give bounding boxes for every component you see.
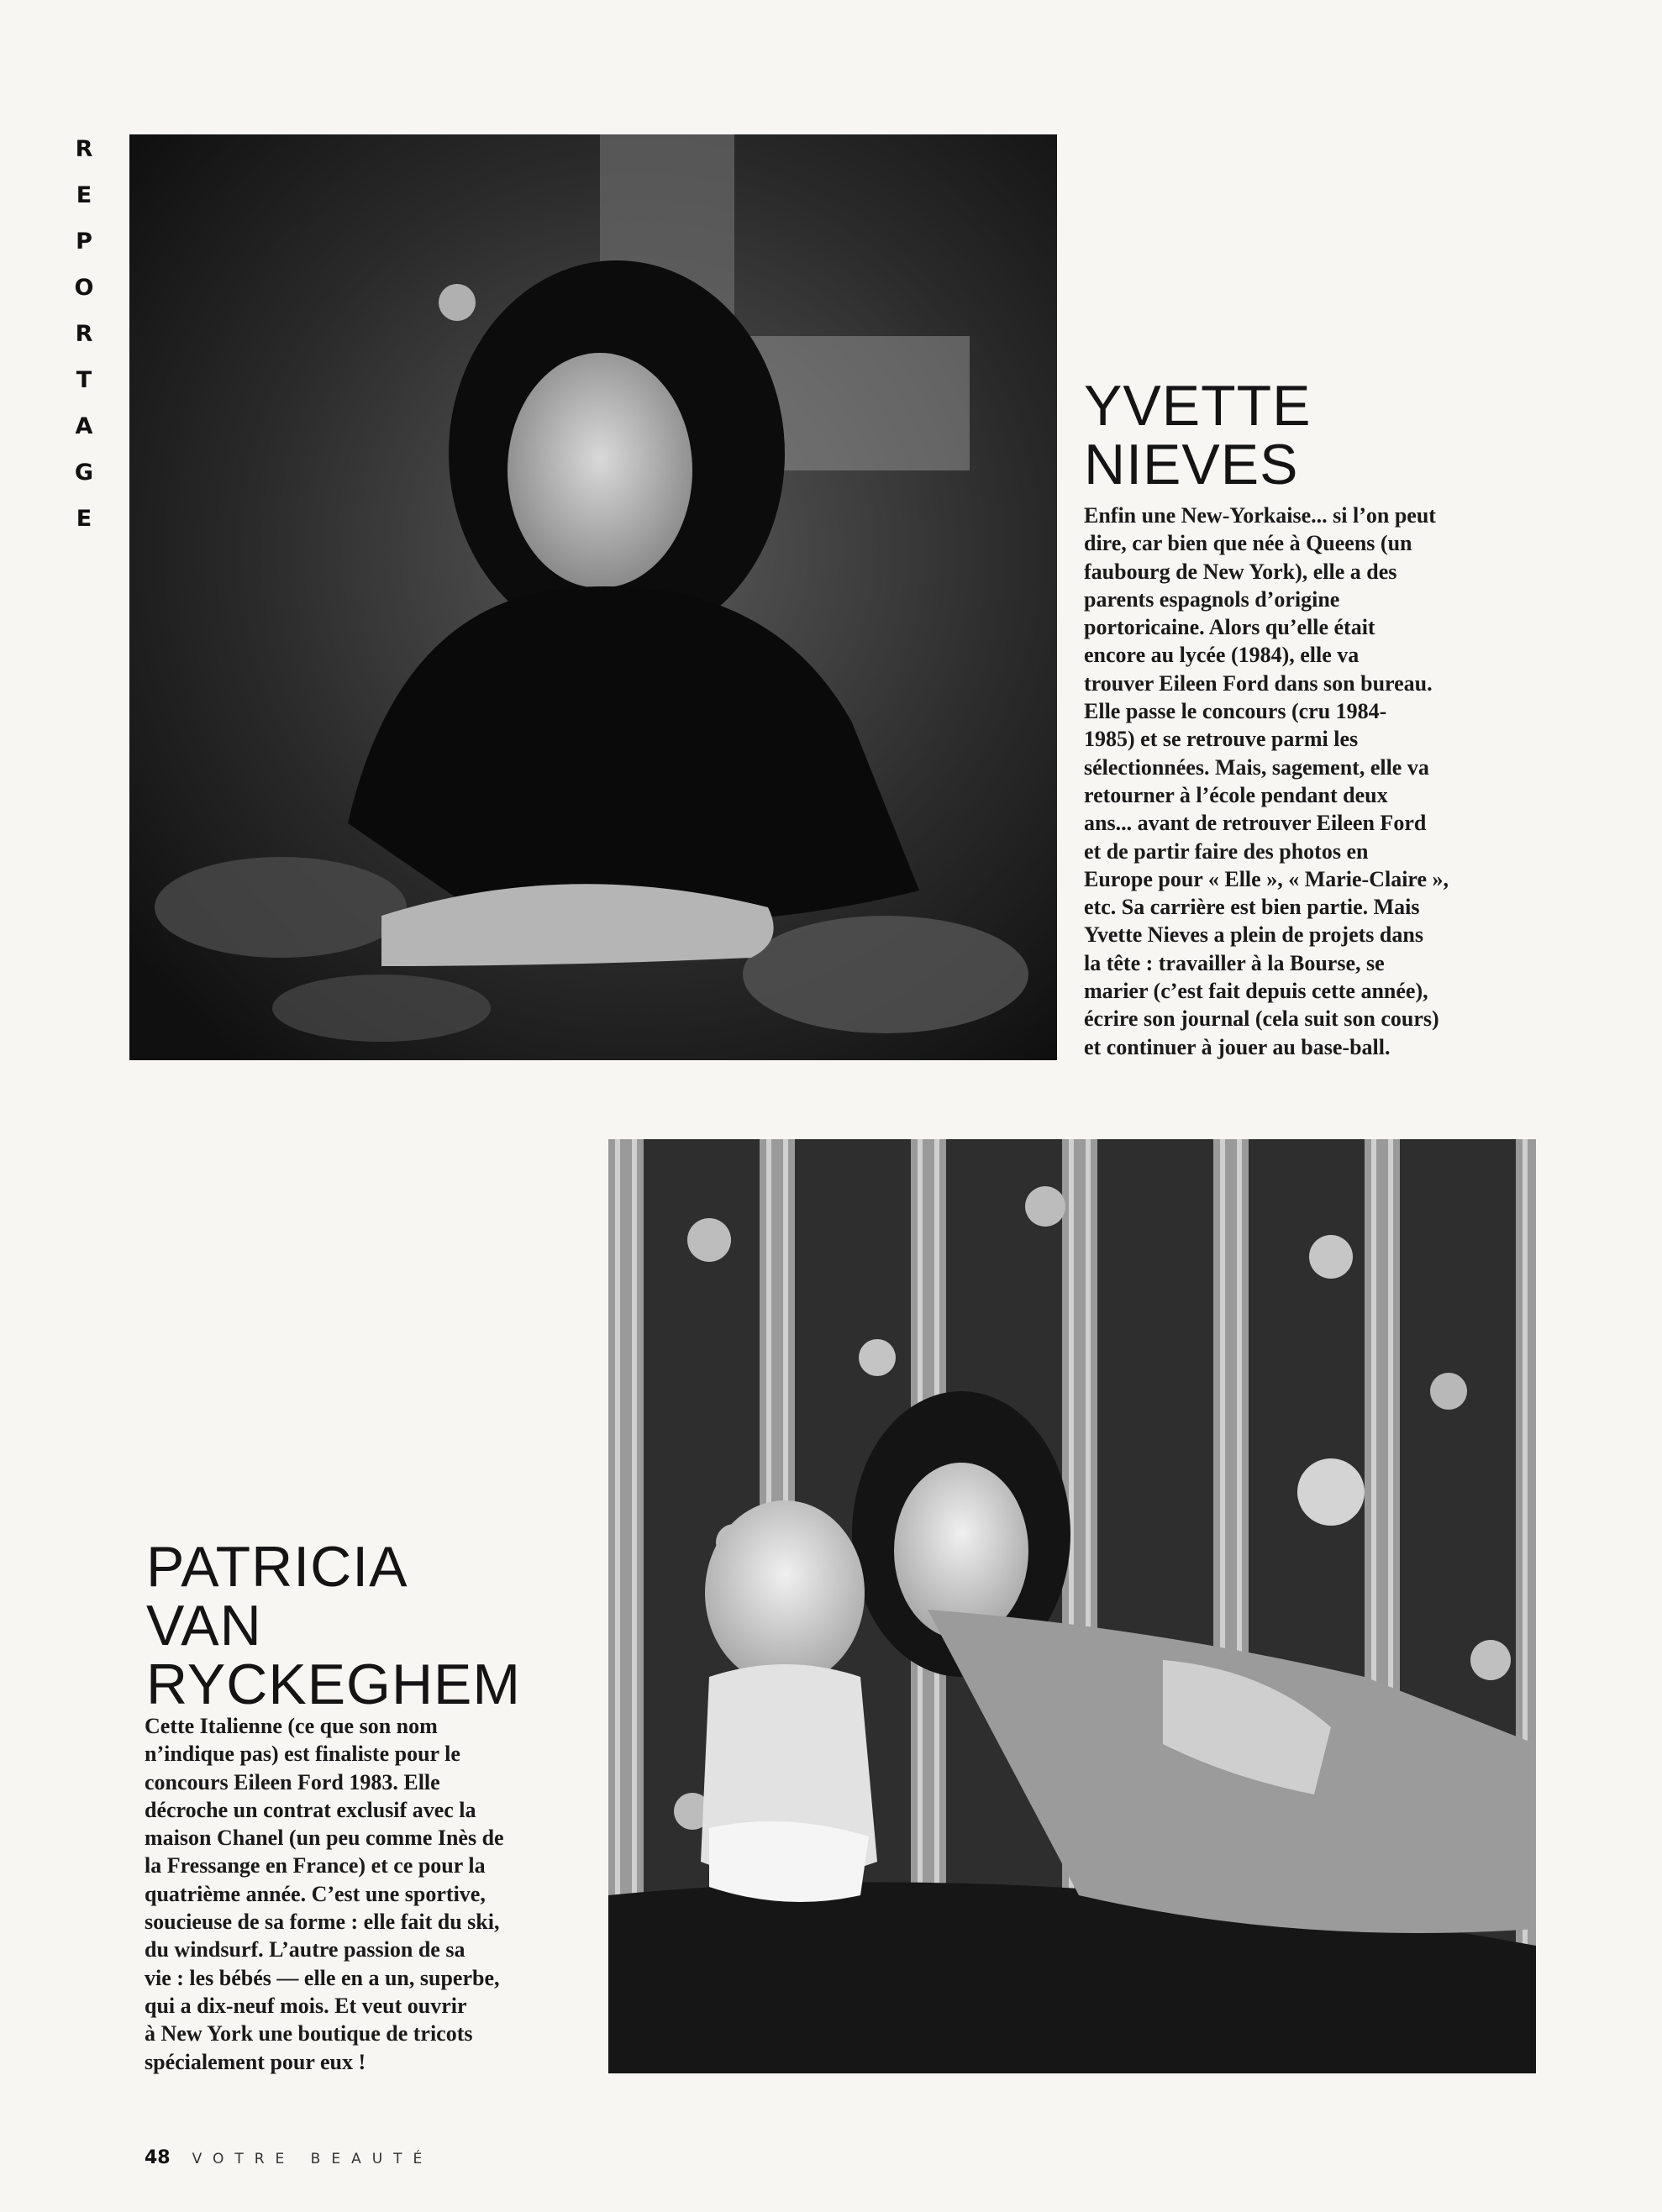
photo-patricia-van-ryckeghem	[608, 1139, 1536, 2073]
body-line: écrire son journal (cela suit son cours)	[1084, 1006, 1439, 1032]
body-line: n’indique pas) est finaliste pour le	[145, 1742, 460, 1767]
body-line: concours Eileen Ford 1983. Elle	[145, 1769, 440, 1794]
section-letter: R	[75, 136, 93, 162]
article-body-yvette-nieves	[1084, 502, 1554, 1061]
section-label-vertical	[69, 126, 99, 542]
body-line: spécialement pour eux !	[145, 2049, 366, 2074]
heading-line: VAN	[146, 1594, 262, 1658]
magazine-name: VOTRE BEAUTÉ	[192, 2151, 434, 2167]
page-footer	[145, 2147, 433, 2168]
photo-yvette-nieves	[129, 134, 1057, 1060]
page-number: 48	[145, 2147, 171, 2168]
heading-line: RYCKEGHEM	[146, 1652, 522, 1716]
heading-line: PATRICIA	[146, 1535, 408, 1599]
body-line: Europe pour « Elle », « Marie-Claire »,	[1084, 866, 1449, 891]
section-letter: E	[76, 506, 92, 532]
section-letter: G	[74, 460, 94, 486]
body-line: la tête : travailler à la Bourse, se	[1084, 950, 1385, 975]
section-letter: E	[76, 182, 92, 208]
body-line: faubourg de New York), elle a des	[1084, 559, 1397, 584]
body-line: sélectionnées. Mais, sagement, elle va	[1084, 754, 1429, 780]
body-line: la Fressange en France) et ce pour la	[145, 1853, 486, 1878]
body-line: 1985) et se retrouve parmi les	[1084, 727, 1359, 752]
body-line: vie : les bébés — elle en a un, superbe,	[145, 1965, 500, 1990]
section-letter: A	[75, 413, 93, 439]
photo-patricia-van-ryckeghem-image	[608, 1139, 1536, 2073]
body-line: encore au lycée (1984), elle va	[1084, 643, 1360, 668]
article-heading-patricia-van-ryckeghem	[146, 1537, 521, 1714]
body-line: soucieuse de sa forme : elle fait du ski,	[145, 1910, 500, 1935]
body-line: retourner à l’école pendant deux	[1084, 782, 1388, 807]
body-line: qui a dix-neuf mois. Et veut ouvrir	[145, 1993, 467, 2018]
body-line: Cette Italienne (ce que son nom	[145, 1714, 438, 1738]
body-line: maison Chanel (un peu comme Inès de	[145, 1826, 504, 1851]
photo-yvette-nieves-image	[129, 134, 1057, 1060]
heading-line: YVETTE	[1084, 374, 1312, 438]
section-letter: P	[76, 229, 92, 255]
article-heading-yvette-nieves	[1084, 374, 1312, 497]
body-line: trouver Eileen Ford dans son bureau.	[1084, 670, 1433, 696]
body-line: dire, car bien que née à Queens (un	[1084, 531, 1412, 556]
body-line: etc. Sa carrière est bien partie. Mais	[1084, 895, 1420, 920]
body-line: à New York une boutique de tricots	[145, 2021, 473, 2046]
body-line: ans... avant de retrouver Eileen Ford	[1084, 811, 1427, 836]
article-body-patricia-van-ryckeghem	[145, 1712, 581, 2076]
body-line: portoricaine. Alors qu’elle était	[1084, 615, 1375, 640]
body-line: Enfin une New-Yorkaise... si l’on peut	[1084, 503, 1436, 528]
body-line: et de partir faire des photos en	[1084, 838, 1369, 864]
section-letter: O	[74, 275, 94, 301]
heading-line: NIEVES	[1084, 433, 1299, 497]
body-line: Yvette Nieves a plein de projets dans	[1084, 922, 1423, 948]
section-letter: T	[76, 367, 92, 393]
body-line: Elle passe le concours (cru 1984-	[1084, 699, 1387, 724]
body-line: et continuer à jouer au base-ball.	[1084, 1034, 1391, 1059]
section-letter: R	[75, 321, 93, 347]
body-line: marier (c’est fait depuis cette année),	[1084, 979, 1428, 1004]
body-line: parents espagnols d’origine	[1084, 586, 1340, 612]
body-line: décroche un contrat exclusif avec la	[145, 1797, 476, 1822]
body-line: du windsurf. L’autre passion de sa	[145, 1937, 465, 1962]
body-line: quatrième année. C’est une sportive,	[145, 1881, 486, 1906]
